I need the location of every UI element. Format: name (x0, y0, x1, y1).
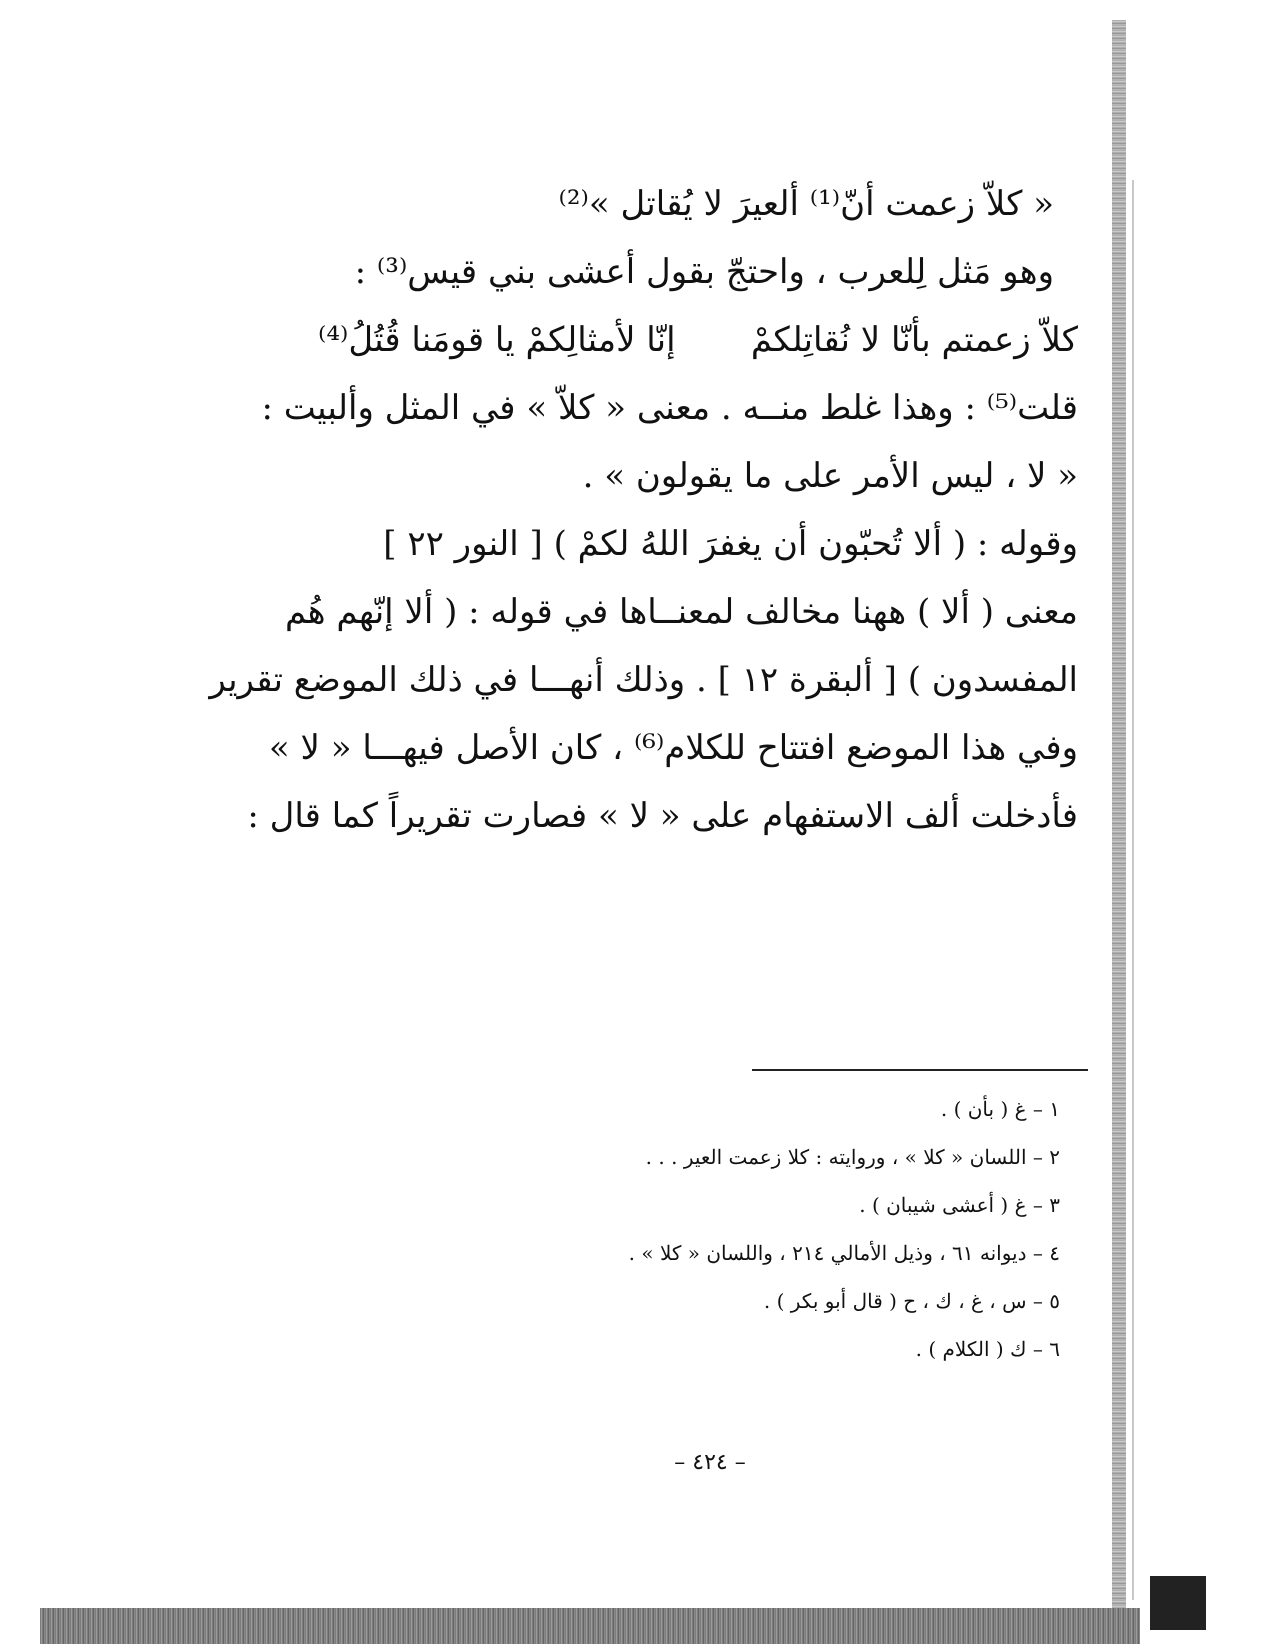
body-line-9: فأدخلت ألف الاستفهام على « لا » فصارت تقريراً كما قال : (247, 796, 1078, 836)
page-number: – ٤٢٤ – (674, 1450, 746, 1475)
body-line-4: « لا ، ليس الأمر على ما يقولون » . (582, 456, 1078, 496)
verse-second-hemistich: إنّا لأمثالِكمْ يا قومَنا قُتُلُ⁽⁴⁾ (318, 320, 676, 360)
page-binding-edge (1112, 20, 1126, 1630)
footnote-1: ١ – غ ( بأن ) . (940, 1097, 1060, 1121)
footnotes (480, 1085, 1060, 1373)
body-line-5: وقوله : ( ألا تُحبّون أن يغفرَ اللهُ لكمْ ) [ النور ٢٢ ] (383, 524, 1078, 564)
footnote-6: ٦ – ك ( الكلام ) . (915, 1337, 1060, 1361)
footnote-separator (752, 1069, 1088, 1071)
body-line-8: وفي هذا الموضع افتتاح للكلام⁽⁶⁾ ، كان الأصل فيهـــا « لا » (268, 728, 1078, 768)
main-text (209, 170, 1078, 850)
footnote-5: ٥ – س ، غ ، ك ، ح ( قال أبو بكر ) . (763, 1289, 1060, 1313)
poetry-verse (318, 306, 1078, 374)
page-edge-line (1132, 180, 1134, 1600)
footnote-2: ٢ – اللسان « كلا » ، وروايته : كلا زعمت العير . . . (645, 1145, 1060, 1169)
page-bottom-edge (40, 1608, 1140, 1644)
body-line-1: « كلاّ زعمت أنّ⁽¹⁾ ألعيرَ لا يُقاتل »⁽²⁾ (558, 184, 1054, 224)
body-line-7: المفسدون ) [ ألبقرة ١٢ ] . وذلك أنهـــا في ذلك الموضع تقرير (209, 660, 1078, 700)
body-line-6: معنى ( ألا ) ههنا مخالف لمعنــاها في قوله : ( ألا إنّهم هُم (285, 592, 1078, 632)
body-line-2: وهو مَثل لِلعرب ، واحتجّ بقول أعشى بني قيس⁽³⁾ : (354, 252, 1054, 292)
verse-first-hemistich: كلاّ زعمتم بأنّا لا نُقاتِلكمْ (750, 320, 1078, 360)
page-corner-shadow (1150, 1576, 1206, 1630)
footnote-3: ٣ – غ ( أعشى شيبان ) . (859, 1193, 1060, 1217)
footnote-4: ٤ – ديوانه ٦١ ، وذيل الأمالي ٢١٤ ، واللسان « كلا » . (628, 1241, 1060, 1265)
body-line-3: قلت⁽⁵⁾ : وهذا غلط منــه . معنى « كلاّ » في المثل وألبيت : (261, 388, 1078, 428)
